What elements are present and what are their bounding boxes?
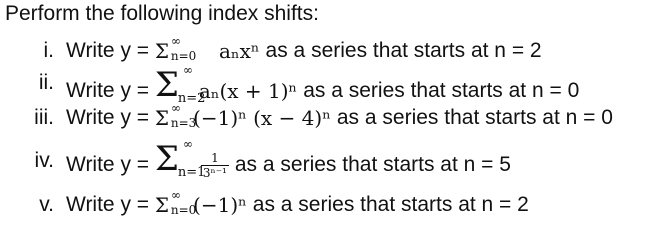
item-content xyxy=(66,101,613,130)
item-content xyxy=(66,137,511,185)
sum-expression: aₙxⁿ xyxy=(219,39,260,63)
item-lead: Write y = xyxy=(66,106,150,129)
sum-lower-limit: n=0 xyxy=(170,49,197,63)
sum-symbol: Σ ∞ n=0 xyxy=(154,34,197,63)
item-lead: Write y = xyxy=(66,79,150,102)
item-lead: Write y = xyxy=(66,39,150,62)
item-instruction: as a series that starts at n = 5 xyxy=(234,153,511,176)
sum-upper-limit: ∞ xyxy=(170,34,181,48)
item-instruction: as a series that starts at n = 2 xyxy=(265,39,542,62)
item-lead: Write y = xyxy=(66,193,150,216)
sum-lower-limit: n=1 xyxy=(177,165,206,180)
sum-upper-limit: ∞ xyxy=(170,188,181,202)
item-instruction: as a series that starts at n = 2 xyxy=(252,193,529,216)
sum-upper-limit: ∞ xyxy=(182,137,193,151)
sum-symbol: Σ ∞ n=3 xyxy=(154,101,197,130)
sum-upper-limit: ∞ xyxy=(170,101,181,115)
item-numeral: iv. xyxy=(34,149,54,172)
sum-upper-limit: ∞ xyxy=(182,63,193,77)
sum-expression: (−1)ⁿ xyxy=(193,193,247,217)
item-instruction: as a series that starts at n = 0 xyxy=(303,79,580,102)
sum-lower-limit: n=0 xyxy=(170,203,197,217)
item-lead: Write y = xyxy=(66,153,150,176)
item-numeral: v. xyxy=(39,193,54,216)
item-content xyxy=(66,188,529,217)
item-content xyxy=(66,63,580,111)
fraction-numerator: 1 xyxy=(211,150,219,165)
item-numeral: i. xyxy=(43,39,54,62)
sum-expression: aₙ(x + 1)ⁿ xyxy=(198,79,298,103)
sum-symbol: Σ ∞ n=2 xyxy=(154,63,206,106)
page-heading: Perform the following index shifts: xyxy=(5,2,319,25)
sum-symbol: Σ ∞ n=1 xyxy=(154,137,206,180)
sum-lower-limit: n=2 xyxy=(177,91,206,106)
sum-symbol: Σ ∞ n=0 xyxy=(154,188,197,217)
item-numeral: ii. xyxy=(38,71,54,94)
sum-lower-limit: n=3 xyxy=(170,116,197,130)
sum-expression: (−1)ⁿ (x − 4)ⁿ xyxy=(193,106,331,130)
item-numeral: iii. xyxy=(34,106,54,129)
item-content xyxy=(66,34,542,63)
item-instruction: as a series that starts at n = 0 xyxy=(336,106,613,129)
fraction-denominator: 3ⁿ⁻¹ xyxy=(202,165,227,180)
